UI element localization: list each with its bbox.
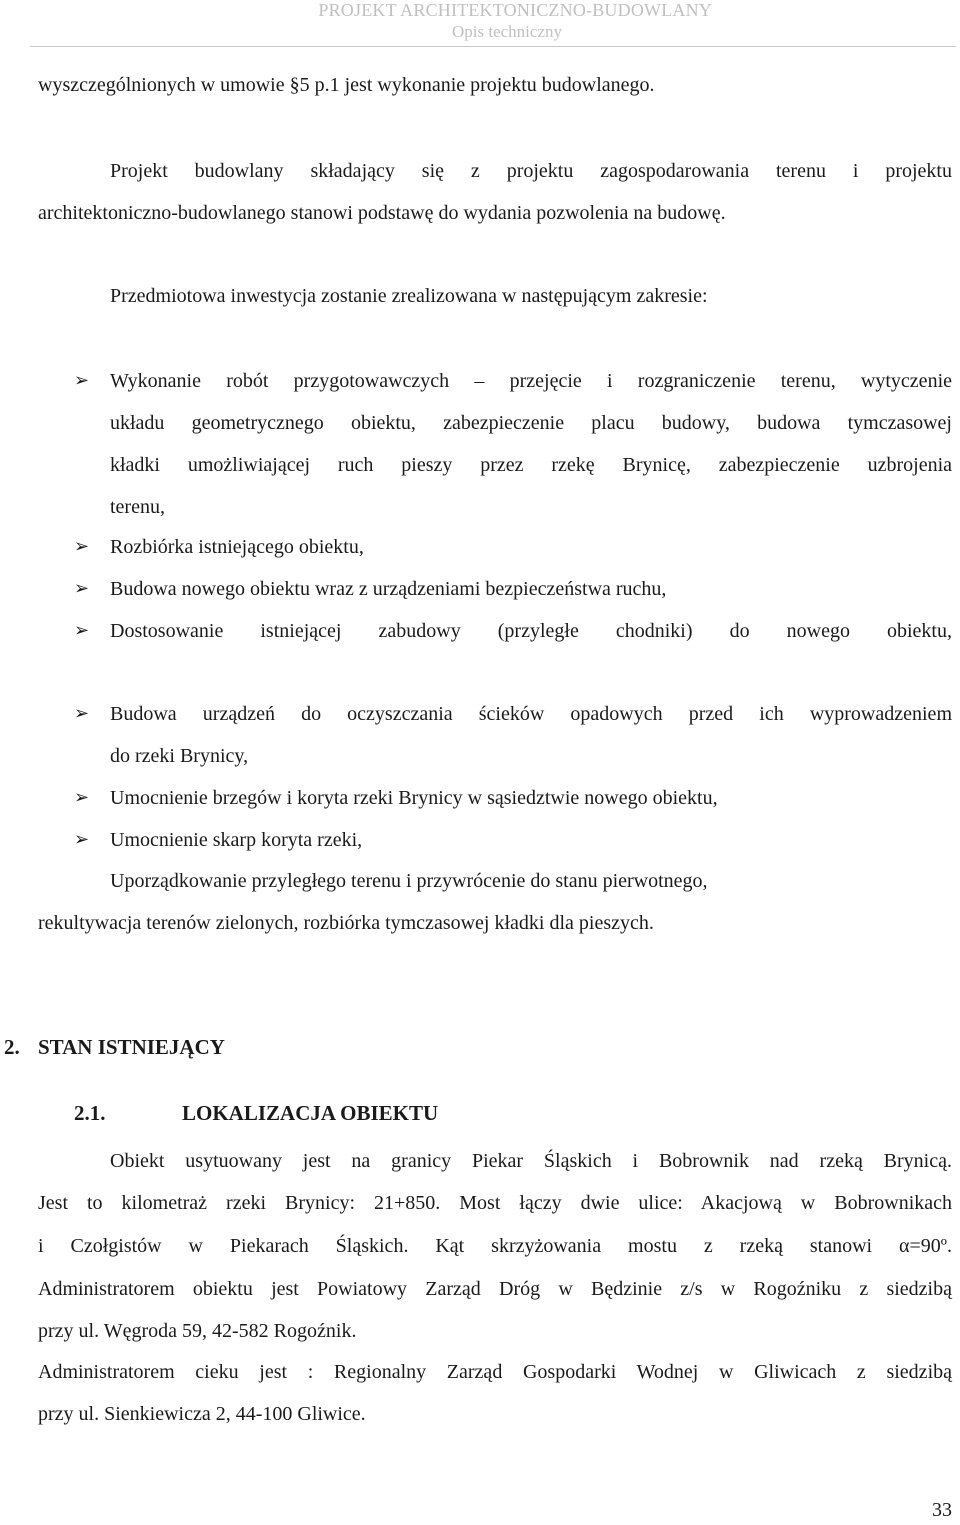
section-number: 2. [4,1035,20,1059]
bullet-arrow-icon: ➢ [74,703,90,724]
bullet-text: Budowa urządzeń do oczyszczania ścieków opadowych przed ich wyprowadzeniem [110,703,952,725]
paragraph-line: Obiekt usytuowany jest na granicy Piekar Śląskich i Bobrownik nad rzeką Brynicą. [110,1150,952,1172]
bullet-text: Umocnienie skarp koryta rzeki, [110,829,363,851]
scope-intro: Przedmiotowa inwestycja zostanie zrealizowana w następującym zakresie: [110,285,708,307]
header-subtitle: Opis techniczny [452,22,562,41]
bullet-text: Umocnienie brzegów i koryta rzeki Brynicy w sąsiedztwie nowego obiektu, [110,787,718,809]
bullet-arrow-icon: ➢ [74,787,90,808]
section-title: STAN ISTNIEJĄCY [38,1035,225,1059]
paragraph-line: Uporządkowanie przyległego terenu i przywrócenie do stanu pierwotnego, [110,870,708,892]
header-title: PROJEKT ARCHITEKTONICZNO-BUDOWLANY [318,0,712,20]
subsection-number: 2.1. [74,1101,106,1125]
paragraph-line: przy ul. Sienkiewicza 2, 44-100 Gliwice. [38,1403,366,1425]
paragraph-line: Administratorem cieku jest : Regionalny Zarząd Gospodarki Wodnej w Gliwicach z siedzibą [38,1361,952,1383]
bullet-text: Dostosowanie istniejącej zabudowy (przyległe chodniki) do nowego obiektu, [110,620,952,642]
bullet-text: kładki umożliwiającej ruch pieszy przez rzekę Brynicę, zabezpieczenie uzbrojenia [110,454,952,476]
page-number: 33 [932,1499,952,1521]
bullet-text: Wykonanie robót przygotowawczych – przejęcie i rozgraniczenie terenu, wytyczenie [110,370,952,392]
bullet-text: układu geometrycznego obiektu, zabezpieczenie placu budowy, budowa tymczasowej [110,412,952,434]
paragraph-line: Projekt budowlany składający się z projektu zagospodarowania terenu i projektu [110,160,952,182]
bullet-arrow-icon: ➢ [74,578,90,599]
paragraph-line: architektoniczno-budowlanego stanowi podstawę do wydania pozwolenia na budowę. [38,202,726,224]
bullet-text: Budowa nowego obiektu wraz z urządzeniami bezpieczeństwa ruchu, [110,578,667,600]
bullet-text: do rzeki Brynicy, [110,745,249,767]
intro-line: wyszczególnionych w umowie §5 p.1 jest wykonanie projektu budowlanego. [38,74,655,96]
bullet-text: Rozbiórka istniejącego obiektu, [110,536,364,558]
bullet-arrow-icon: ➢ [74,829,90,850]
bullet-arrow-icon: ➢ [74,370,90,391]
page-header [0,0,960,48]
bullet-text: terenu, [110,496,165,518]
paragraph-line: i Czołgistów w Piekarach Śląskich. Kąt skrzyżowania mostu z rzeką stanowi α=90º. [38,1235,952,1257]
subsection-title: LOKALIZACJA OBIEKTU [182,1101,439,1125]
paragraph-line: Administratorem obiektu jest Powiatowy Zarząd Dróg w Będzinie z/s w Rogoźniku z siedzibą [38,1278,952,1300]
header-divider [30,46,956,47]
paragraph-line: rekultywacja terenów zielonych, rozbiórka tymczasowej kładki dla pieszych. [38,912,654,934]
bullet-arrow-icon: ➢ [74,536,90,557]
paragraph-line: przy ul. Węgroda 59, 42-582 Rogoźnik. [38,1320,357,1342]
paragraph-line: Jest to kilometraż rzeki Brynicy: 21+850. Most łączy dwie ulice: Akacjową w Bobrownikach [38,1192,952,1214]
bullet-arrow-icon: ➢ [74,620,90,641]
